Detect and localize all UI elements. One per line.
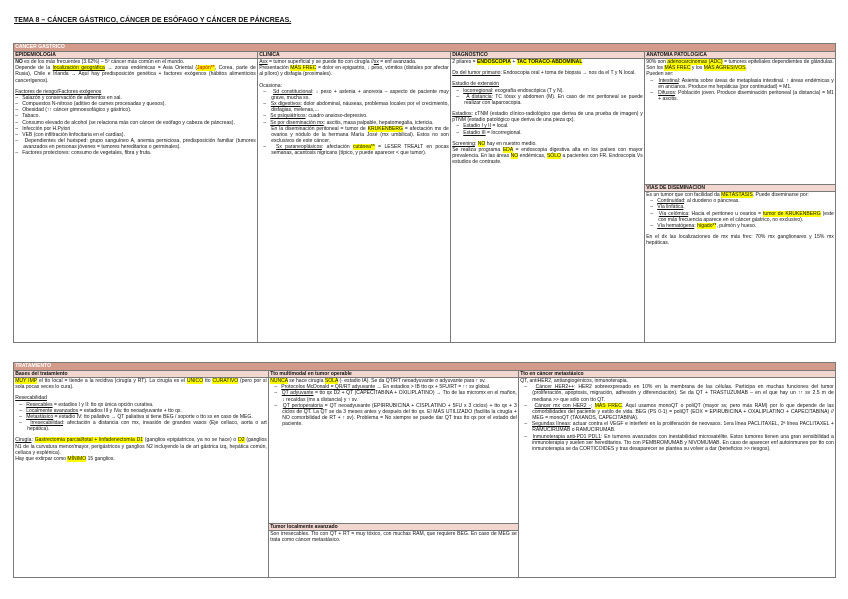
- clin-list: [259, 89, 449, 157]
- list-item: [263, 144, 449, 156]
- item-term: locorregional: [463, 87, 493, 94]
- item-term: Intestinal: [658, 77, 679, 84]
- diag-text: endémicas,: [518, 153, 547, 160]
- metastatic-cell: [519, 378, 836, 578]
- resectability-list: [15, 402, 267, 433]
- tto-highlight: Gastrectomía parcial/total + linfadenectomía D1: [34, 437, 144, 444]
- list-item: [650, 78, 834, 90]
- epi-text: es de los más frecuentes (3.62%) – 5º cáncer más común en el mundo.: [22, 59, 185, 66]
- list-item: – Tabaco.: [15, 113, 256, 119]
- item-text: : actuar contra el VEGF e interferir en la proliferación de neovasos. 1era línea PACLITAXEL, 2ª línea PACLITAXEL + RAMUCIRUMAB o RAMUCIRUMAB.: [532, 421, 834, 434]
- item-term: Sd constitucional: [272, 88, 313, 95]
- list-item: [263, 89, 449, 101]
- ap-text: 90% son: [646, 59, 668, 66]
- list-item: [524, 384, 834, 402]
- diag-highlight: NO: [477, 140, 486, 147]
- clin-highlight: MÁS FREC: [290, 65, 317, 72]
- list-item: [456, 94, 643, 106]
- ap-highlight: MÁS AGRESIVOS: [703, 65, 746, 72]
- item-text: : ↓ peso + astenia + anorexia – aspecto de paciente muy grave, mucha sx.: [271, 88, 449, 101]
- item-text: = estadios III y IVa: tto neoadyuvante + tto qx.: [78, 407, 182, 414]
- list-item: – Infección por H.Pylori: [15, 126, 256, 132]
- epi-highlight: Japón**: [197, 65, 215, 72]
- item-term: Vía linfática: [657, 204, 684, 211]
- list-item: [274, 390, 517, 402]
- item-term: Localmente avanzados: [26, 407, 79, 414]
- item-term: Metastásico: [26, 413, 54, 420]
- item-term: Estadio I y II: [463, 123, 491, 130]
- item-term: Vía celómica: [658, 210, 689, 217]
- header-multimodal: Tto multimodal en tumor operable: [269, 371, 519, 378]
- item-text: : afectación: [321, 144, 353, 151]
- diag-text: hay en nuestro medio.: [485, 140, 537, 147]
- header-epidemiology: EPIDEMIOLOGÍA: [14, 52, 258, 59]
- item-text: .: [683, 204, 685, 211]
- risk-title: Factores de riesgo/Factores exógenos: [15, 88, 102, 95]
- list-item: [263, 120, 449, 145]
- epidemiology-cell: [14, 59, 258, 343]
- ap-text: y los: [690, 65, 704, 72]
- header-clinic: CLÍNICA: [258, 52, 451, 59]
- ap-text: .: [745, 65, 747, 72]
- list-item: [263, 101, 449, 113]
- epi-text: → zonas endémicas = Asia Oriental (: [104, 65, 198, 72]
- tto-highlight: D2: [238, 437, 245, 444]
- item-text: ;: [590, 402, 595, 409]
- epi-text: Depende de la: [15, 65, 53, 72]
- treatment-bases-cell: [14, 378, 269, 578]
- ap-highlight: hígado**: [697, 222, 717, 229]
- multimodal-list: [270, 384, 517, 427]
- item-term: Inmunoterapia anti-PD1 PDL1: [532, 433, 601, 440]
- treatment-table: [13, 362, 836, 578]
- item-text: : Población joven. Produce diseminación peritoneal (a distancia) = M1 + ascitis.: [658, 89, 834, 103]
- epi-no: NO: [15, 59, 23, 66]
- vias-list: [646, 198, 834, 229]
- tto-text: (pero por sí sola pocas veces lo cura).: [15, 378, 267, 391]
- header-advanced-tumor: Tumor localmente avanzado: [269, 524, 518, 531]
- item-term: Sx psiquiátricos: [270, 113, 306, 120]
- tto-highlight: MÁS FREC: [594, 402, 622, 409]
- tto-highlight: ÚNICO: [186, 378, 204, 385]
- list-item: – Salazón y conservación de alimentos en sal.: [15, 95, 256, 101]
- ap-highlight: MÁS FREC: [664, 65, 691, 72]
- item-term: Protocolos McDonald = QR/RT adyuvante: [281, 384, 376, 391]
- pathology-cell: [645, 59, 836, 185]
- item-term: Difusos: [658, 89, 675, 96]
- item-term: Estadio III: [463, 129, 486, 136]
- item-text: : cuadro ansioso-depresivo.: [305, 113, 368, 120]
- item-text: = local.: [490, 123, 509, 130]
- tto-text: Hay que extirpar como: [15, 455, 68, 462]
- tto-highlight: MÍNIMO: [67, 455, 87, 462]
- item-text: : afectación a distancia con mx, invasión de grandes vasos (Eje celíaco, aorta o art hepática).: [27, 420, 267, 433]
- diag-text: +: [510, 59, 517, 66]
- list-item: [650, 90, 834, 102]
- item-term: Resecables: [26, 401, 53, 408]
- clin-text: = tumor superficial y se puede tto con cirugía //: [267, 59, 374, 66]
- item-term: A distancia: [466, 93, 492, 100]
- ap-text: Es un tumor que con facilidad da: [646, 192, 722, 199]
- diag-term: Screening: [452, 140, 475, 147]
- clin-text: Presentación: [259, 65, 291, 72]
- clin-text: = dolor en epigastrio, ↓ peso, vómitos (distales por afectar al píloro) y disfagia (proximales).: [259, 65, 449, 78]
- diag-ext-list: [452, 88, 643, 106]
- tto-text: tto: [203, 378, 213, 385]
- ap-highlight: tumor de KRUKENBERG: [762, 210, 821, 217]
- item-text: = QT neoadyuvante (EPIRRUBICINA + CISPLATINO + 5FU x 3 ciclos) + tto qx + 3 ciclos de QT. La QT se da 3 meses antes y después del tto qx. El MÁS UTILIZADO (facilita la cirugía + NO comorbilidad de RT + ↑ sv). Problema = No siempre se puede dar QT tras tto qx por el estado del paciente.: [282, 402, 517, 428]
- header-dissemination: VÍAS DE DISEMINACIÓN: [645, 185, 835, 192]
- list-item: [19, 420, 267, 432]
- tto-text: (- estadio IA). Se da QT/RT neoadyuvante o adyuvante para ↑ sv.: [338, 378, 486, 385]
- diag-highlight: TAC TORACO-ABDOMINAL: [516, 59, 583, 66]
- list-item: [274, 403, 517, 428]
- item-term: Sx paraneoplásicos: [275, 144, 322, 151]
- list-item: – VEB (con infiltración linfocitaria en el cardias).: [15, 132, 256, 138]
- dissemination-cell: [645, 185, 836, 343]
- list-item: – Factores protectores: consumo de vegetales, fibra y fruta.: [15, 150, 256, 156]
- tto-text: se hace cirugía: [287, 378, 325, 385]
- risk-list: [15, 95, 256, 157]
- document-title: TEMA 8 – CÁNCER GÁSTRICO, CÁNCER DE ESÓFAGO Y CÁNCER DE PÁNCREAS.: [14, 17, 292, 24]
- item-text: , pulmón y hueso.: [716, 222, 757, 229]
- tto-highlight: CURATIVO: [212, 378, 239, 385]
- header-pathology: ANATOMÍA PATOLÓGICA: [645, 52, 836, 59]
- list-item: [524, 403, 834, 421]
- diag-text: a pacientes con FR. Endoscopia Vs estudios de contraste.: [452, 153, 643, 166]
- ap-list: [646, 78, 834, 103]
- item-text: = LESER TREALT en pocas semanas, acantosis nigricans (típico, y puede aparecer < que tumor).: [271, 144, 449, 157]
- diag-term: Estadios: [452, 111, 472, 118]
- diag-term: Estudio de extensión: [452, 81, 500, 88]
- item-term: Continuidad: [657, 198, 685, 205]
- ap-text: En el dx las localizaciones de mx más frec: 70% mx ganglionares y 15% mx hepáticas.: [646, 234, 834, 247]
- item-term: Vía hematógena: [657, 222, 695, 229]
- item-text: = locorregional.: [485, 129, 522, 136]
- diag-text: Se realiza programa: [452, 146, 503, 153]
- item-text: :: [694, 222, 698, 229]
- item-text: En la diseminación peritoneal = tumor de: [271, 125, 368, 132]
- header-diagnosis: DIAGNÓSTICO: [451, 52, 645, 59]
- ap-text: = tumores epiteliales dependientes de glándulas. Son los: [646, 59, 834, 72]
- ap-text: Pueden ser:: [646, 71, 674, 78]
- list-item: – Compuestos N-nitroso (aditivo de carnes procesadas y quesos).: [15, 101, 256, 107]
- diag-highlight: ENDOSCOPIA: [477, 59, 511, 66]
- ap-text: . Puede diseminarse por:: [752, 192, 809, 199]
- advanced-tumor-text: Son irresecables. Tto con QT + RT = muy tóxico, con muchas RAM, que requiere BEG. En caso de MEG se trata como cáncer metastásico.: [270, 531, 517, 544]
- diag-highlight: SÓLO: [546, 153, 561, 160]
- list-item: – Consumo elevado de alcohol (se relaciona más con cáncer de esófago y cabeza de páncreas).: [15, 120, 256, 126]
- diag-highlight: NO: [510, 153, 519, 160]
- ap-highlight: adenocarcinomas (ADC): [667, 59, 723, 66]
- item-text: : En tumores avanzados con inestabilidad microsatélite. Estos tumores tienen una gran sensibilidad a inmunoterapia y suelen ser hereditarios. Tto con PEMBROMUMAB y NIVOMUMAB. En caso de aparecer enf autoinmunes por tto con inmunoterapia se da CORTICOIDES y tras desaparecer se plantea su volver a dar (beneficios >> riesgos).: [532, 433, 834, 452]
- diag-text: 2 pilares =: [452, 59, 478, 66]
- list-item: [524, 421, 834, 433]
- tto-text: (ganglios epigástricos, ya no se hace) o: [143, 437, 239, 444]
- item-text: = estadio IV: tto paliativo → QT paliativa si tiene BEG / soporte o tto sx en caso de MEG.: [53, 413, 253, 420]
- item-text: = afectación mx de ovarios y nódulo de la hermana María José (mx umbilical). Estos no son exclusivos de este cáncer.: [271, 125, 449, 145]
- clin-highlight: KRUKENBERG: [367, 125, 403, 132]
- header-treatment-bases: Bases del tratamiento: [14, 371, 269, 378]
- clin-text: sx: [373, 59, 379, 66]
- section-title: CÁNCER GÁSTRICO: [14, 44, 836, 52]
- diagnosis-cell: [451, 59, 645, 343]
- item-term: Segundas líneas: [531, 421, 570, 428]
- clin-text: = enf avanzada.: [378, 59, 417, 66]
- header-metastatic: Tto en cáncer metastásico: [519, 371, 836, 378]
- diag-highlight: EDA: [502, 146, 513, 153]
- list-item: – Dependientes del huésped: grupo sanguíneo A, anemia perniciosa, predisposición familiar (tumores avanzados en personas jóvenes = tumores hereditarios o germinales).: [15, 138, 256, 150]
- item-term: Cáncer mx con HER2 -: [534, 402, 591, 409]
- clin-highlight: cutánea**: [352, 144, 375, 151]
- tto-text: :: [31, 437, 35, 444]
- list-item: [650, 211, 834, 223]
- gastric-cancer-table: [13, 43, 836, 343]
- ap-highlight: METÁSTASIS: [721, 192, 753, 199]
- item-text: = estadios I y II: tto qx única opción curativa.: [52, 401, 154, 408]
- clinic-cell: [258, 59, 451, 343]
- tto-term: Cirugía: [15, 437, 32, 444]
- dissemination-body: [645, 192, 835, 246]
- item-text: : dolor abdominal, náuseas, problemas locales por el crecimiento, disfagias, melenas,…: [271, 101, 449, 114]
- item-term: Cáncer HER2++: [535, 384, 575, 391]
- item-term: Sx digestivos: [270, 101, 301, 108]
- item-term: Sx por diseminación mx: [270, 119, 324, 126]
- multimodal-cell: [269, 378, 519, 524]
- list-item: [524, 434, 834, 452]
- diag-text: : Endoscopia oral + toma de biopsia → nos da el T y N local.: [500, 70, 636, 77]
- tto-highlight: MUY IMP: [15, 378, 38, 385]
- item-text: : ecografía endoscópica (T y N).: [492, 87, 564, 94]
- item-text: . Aquí usamos monoQT o poliQT (mayor sv, pero más RAM) por lo que depende de las comorbilidades del paciente y estilo de vida. BEG (PS 0-1) = poliQT (EOX = EPIRUBICINA + OXALIPLATINO + CAPECITABINA) // MEG = monoQT (TAXANOS, CAPECITABINA).: [532, 402, 834, 422]
- tto-highlight: SOLA: [324, 378, 339, 385]
- item-text: : Asienta sobre áreas de metaplasia intestinal. ↑ áreas endémicas y en ancianos. Produce mx hepáticas (por continuidad) = M1.: [658, 77, 834, 90]
- item-text: : TC tórax y abdomen (M). En caso de mx peritoneal se puede realizar con laparoscopia.: [464, 93, 643, 106]
- item-text: (este con más frecuencia aparece en el cáncer gástrico, no exclusivo).: [658, 210, 834, 223]
- item-text: : HER2 sobreexpresado en 10% en la membrana de las células. Participa en muchas funciones del tumor (proliferación, apoptosis, migración, adhesión y diferenciación). Se da QT + TRASTUZUMAB – en el que hay un ↑↑ sv 2.5 m de mediana >> que sólo con tto QT.: [532, 384, 834, 403]
- diag-text: = endoscopia digestiva alta en los países con mayor prevalencia. En las áreas: [452, 146, 643, 160]
- tto-text: el tto local = tiende a la recidiva (cirugía y RT). La cirugía es el: [37, 378, 187, 385]
- tto-highlight: NUNCA: [270, 378, 288, 385]
- item-term: QT adyuvante: [281, 390, 314, 397]
- tto-text: QT, antiHER2, antiangiogénicos, inmunoterapia.: [520, 378, 628, 385]
- diag-term: Dx del tumor primario: [452, 70, 501, 77]
- tto-text: 15 ganglios.: [86, 455, 115, 462]
- epi-highlight: localización geográfica: [52, 65, 105, 72]
- item-term: QT perioperatoria: [282, 402, 323, 409]
- diag-stage-list: [452, 123, 643, 135]
- diag-text: :: [474, 140, 478, 147]
- item-text: : ascitis, masa palpable, hepatomegalia, ictericia.: [323, 119, 434, 126]
- item-text: : Hacia el peritoneo u ovarios =: [688, 210, 763, 217]
- advanced-tumor-cell: [269, 524, 519, 578]
- clin-text: Ocasiona:: [259, 82, 282, 89]
- epi-text: , Corea, parte de Rusia), Chile e Irlanda → Aquí hay predisposición genética + factores exógenos (hábitos alimenticios cancerígenos).: [15, 65, 256, 84]
- item-text: → En estadios > IB tto qx + 5FU/RT = ↑↑ sv global.: [375, 384, 491, 391]
- item-term: Irresecabilidad: [30, 420, 64, 427]
- item-text: : al duodeno o páncreas.: [684, 198, 740, 205]
- tto-term: Resecabilidad: [15, 395, 47, 402]
- clin-text: Asx: [259, 59, 268, 66]
- item-text: = tto qx D2 + QT (CAPECITABINA + OXILIPLATINO) → Tto de las micromx en el mañon, ↓ recaídas (mx a distancia) y ↑ sv.: [282, 390, 517, 403]
- section-title: TRATAMIENTO: [14, 363, 836, 371]
- list-item: – Obesidad (↑↑ cáncer gimnoesofágico y gástrico).: [15, 107, 256, 113]
- tto-text: (ganglios N1 de la curvatura menor/mayor, perigástricos y ganglios N2 incluyendo la de art gástrica izq, hepática común, celíaca y esplénica).: [15, 437, 267, 456]
- diag-text: : cTNM (estadio clínico-radiológico que deriva de una prueba de imagen) y pTNM (estadio patológico que deriva de una pieza qx).: [452, 111, 643, 124]
- metastatic-list: [520, 384, 834, 452]
